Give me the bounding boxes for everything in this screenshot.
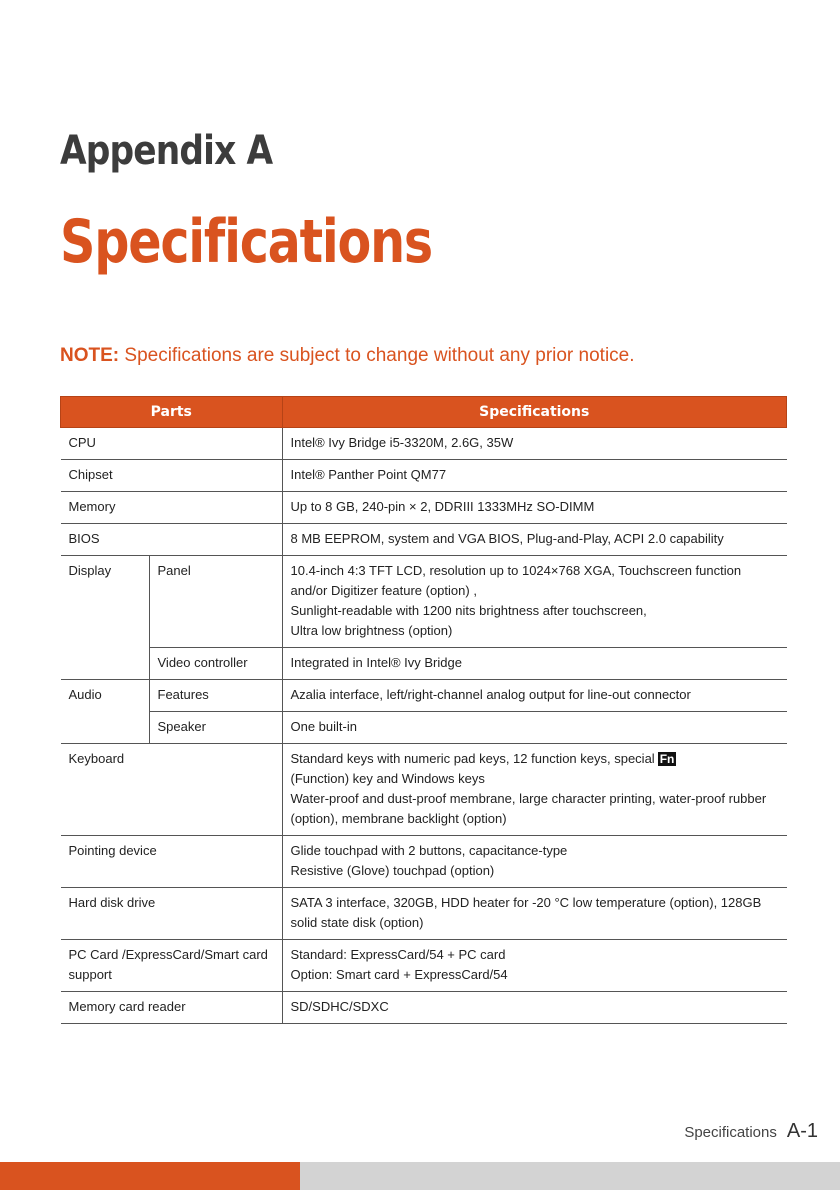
spec-line: One built-in <box>290 719 357 734</box>
spec-cell <box>282 556 787 648</box>
table-row <box>61 680 787 712</box>
part-cell: CPU <box>61 428 283 460</box>
page-title: Specifications <box>60 207 432 277</box>
appendix-heading: Appendix A <box>60 128 273 174</box>
table-header-row <box>61 397 787 428</box>
spec-cell <box>282 648 787 680</box>
part-cell: Hard disk drive <box>61 888 283 940</box>
part-cell: Memory <box>61 492 283 524</box>
spec-cell <box>282 712 787 744</box>
table-row <box>61 648 787 680</box>
spec-line: Integrated in Intel® Ivy Bridge <box>290 655 462 670</box>
spec-line: 10.4-inch 4:3 TFT LCD, resolution up to 1024×768 XGA, Touchscreen function and/or Digitizer feature (option) , <box>290 563 742 598</box>
page-footer <box>684 1120 818 1143</box>
spec-cell <box>282 992 787 1024</box>
table-row <box>61 836 787 888</box>
fn-key-badge: Fn <box>659 752 675 766</box>
note-label: NOTE: <box>60 345 120 366</box>
footer-section: Specifications <box>684 1124 777 1141</box>
spec-line: 8 MB EEPROM, system and VGA BIOS, Plug-and-Play, ACPI 2.0 capability <box>290 531 724 546</box>
spec-cell <box>282 492 787 524</box>
table-row <box>61 524 787 556</box>
spec-line: (Function) key and Windows keys <box>290 771 485 786</box>
spec-cell <box>282 940 787 992</box>
spec-cell <box>282 460 787 492</box>
footer-accent-bar <box>0 1162 300 1190</box>
spec-line: Option: Smart card + ExpressCard/54 <box>290 967 508 982</box>
part-cell: PC Card /ExpressCard/Smart card support <box>61 940 283 992</box>
spec-cell <box>282 428 787 460</box>
spec-line: Intel® Panther Point QM77 <box>290 467 447 482</box>
table-row <box>61 492 787 524</box>
table-row <box>61 556 787 648</box>
spec-line: Sunlight-readable with 1200 nits brightness after touchscreen, <box>290 603 647 618</box>
specifications-table <box>60 396 787 1024</box>
sub-part-cell: Video controller <box>149 648 282 680</box>
spec-line: Glide touchpad with 2 buttons, capacitance-type <box>290 843 568 858</box>
spec-cell <box>282 680 787 712</box>
spec-line: Intel® Ivy Bridge i5-3320M, 2.6G, 35W <box>290 435 514 450</box>
sub-part-cell: Speaker <box>149 712 282 744</box>
header-specifications: Specifications <box>282 397 787 428</box>
header-parts: Parts <box>61 397 283 428</box>
part-cell: Pointing device <box>61 836 283 888</box>
table-row <box>61 428 787 460</box>
table-row <box>61 940 787 992</box>
part-cell: BIOS <box>61 524 283 556</box>
note-text: Specifications are subject to change without any prior notice. <box>124 345 635 366</box>
note <box>60 345 635 367</box>
sub-part-cell: Panel <box>149 556 282 648</box>
part-cell: Memory card reader <box>61 992 283 1024</box>
spec-line: SATA 3 interface, 320GB, HDD heater for -20 °C low temperature (option), 128GB solid state disk (option) <box>290 895 762 930</box>
group-cell: Display <box>61 556 150 680</box>
spec-line <box>291 749 779 769</box>
part-cell: Keyboard <box>61 744 283 836</box>
spec-line: Up to 8 GB, 240-pin × 2, DDRIII 1333MHz SO-DIMM <box>290 499 595 514</box>
spec-line: Resistive (Glove) touchpad (option) <box>290 863 495 878</box>
table-row <box>61 460 787 492</box>
spec-line: Standard: ExpressCard/54 + PC card <box>290 947 506 962</box>
footer-gray-bar <box>300 1162 840 1190</box>
spec-line: SD/SDHC/SDXC <box>290 999 389 1014</box>
group-cell: Audio <box>61 680 150 744</box>
spec-cell <box>282 888 787 940</box>
spec-line: Ultra low brightness (option) <box>290 623 453 638</box>
sub-part-cell: Features <box>149 680 282 712</box>
spec-line: Azalia interface, left/right-channel analog output for line-out connector <box>290 687 691 702</box>
table-row <box>61 992 787 1024</box>
table-row <box>61 744 787 836</box>
part-cell: Chipset <box>61 460 283 492</box>
table-row <box>61 712 787 744</box>
table-row <box>61 888 787 940</box>
spec-cell <box>282 836 787 888</box>
spec-cell <box>282 744 787 836</box>
spec-line: Water-proof and dust-proof membrane, large character printing, water-proof rubber (option), membrane backlight (option) <box>290 791 767 826</box>
spec-line-text: Standard keys with numeric pad keys, 12 function keys, special <box>290 751 655 766</box>
spec-cell <box>282 524 787 556</box>
page-number: A-1 <box>786 1120 818 1142</box>
